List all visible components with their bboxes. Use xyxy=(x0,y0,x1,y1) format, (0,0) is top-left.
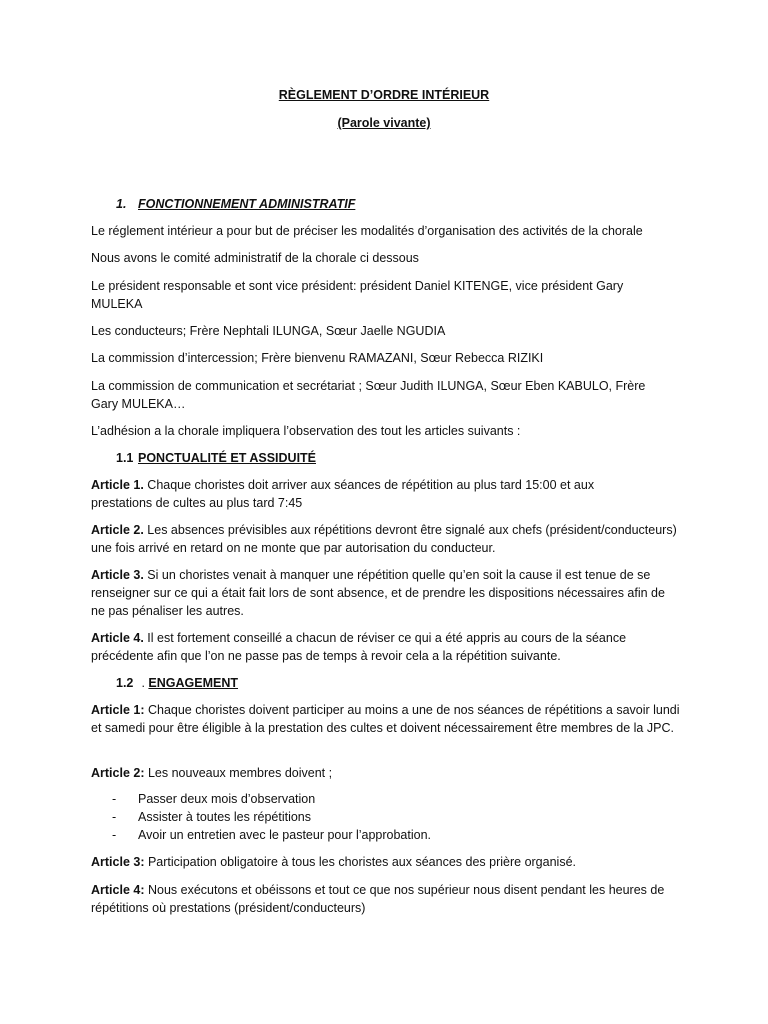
list-item-text: Avoir un entretien avec le pasteur pour l’approbation. xyxy=(138,828,432,842)
article-text: Les absences prévisibles aux répétitions devront être signalé aux chefs (président/conducteurs) une fois arrivé en retard on ne monte que par autorisation du conducteur. xyxy=(91,523,677,555)
article-label: Article 4: xyxy=(91,883,145,897)
article-label: Article 1: xyxy=(91,703,145,717)
article-text: Chaque choristes doivent participer au moins a une de nos séances de répétitions a savoir lundi et samedi pour être éligible à la prestation des cultes et doivent nécessairement être membres de la JPC. xyxy=(91,703,680,735)
section-title: FONCTIONNEMENT ADMINISTRATIF xyxy=(138,197,356,211)
section-separator: . xyxy=(138,676,149,690)
paragraph: L’adhésion a la chorale impliquera l’observation des tout les articles suivants : xyxy=(91,424,521,438)
section-number: 1.2 xyxy=(116,676,134,690)
article-paragraph xyxy=(91,853,679,871)
list-item-text: Passer deux mois d’observation xyxy=(138,792,316,806)
article-label: Article 1. xyxy=(91,478,144,492)
article-label: Article 3. xyxy=(91,568,144,582)
article-paragraph xyxy=(91,881,677,917)
section-title: ENGAGEMENT xyxy=(148,676,239,690)
article-text: Nous exécutons et obéissons et tout ce que nos supérieur nous disent pendant les heures de répétitions où prestations (président/conducteurs) xyxy=(91,883,665,915)
section-number: 1. xyxy=(116,197,127,211)
article-text: Chaque choristes doit arriver aux séances de répétition au plus tard 15:00 et aux prestations de cultes au plus tard 7:45 xyxy=(91,478,595,510)
paragraph: Nous avons le comité administratif de la chorale ci dessous xyxy=(91,251,419,265)
list-item xyxy=(112,826,672,844)
paragraph: Le réglement intérieur a pour but de préciser les modalités d’organisation des activités de la chorale xyxy=(91,224,643,238)
section-number: 1.1 xyxy=(116,451,134,465)
article-paragraph xyxy=(91,764,679,782)
section-1-2-heading xyxy=(116,674,238,692)
bullet-marker: - xyxy=(112,810,117,824)
list-item xyxy=(112,790,672,808)
article-paragraph xyxy=(91,701,681,737)
list-item xyxy=(112,808,672,826)
article-label: Article 2: xyxy=(91,766,145,780)
article-text: Si un choristes venait à manquer une répétition quelle qu’en soit la cause il est tenue de se renseigner sur ce qui a était fait lors de sont absence, et de prendre les dispositions nécessaires afin de ne pas pénaliser les autres. xyxy=(91,568,665,618)
article-paragraph xyxy=(91,566,679,620)
bullet-marker: - xyxy=(112,828,117,842)
article-label: Article 4. xyxy=(91,631,144,645)
document-subtitle: (Parole vivante) xyxy=(337,116,431,130)
section-1-heading xyxy=(116,195,355,213)
document-title: RÈGLEMENT D’ORDRE INTÉRIEUR xyxy=(278,88,490,102)
article-paragraph xyxy=(91,521,681,557)
paragraph: Le président responsable et sont vice président: président Daniel KITENGE, vice président Gary MULEKA xyxy=(91,279,624,311)
paragraph: La commission de communication et secrétariat ; Sœur Judith ILUNGA, Sœur Eben KABULO, Frère Gary MULEKA… xyxy=(91,379,646,411)
article-label: Article 3: xyxy=(91,855,145,869)
paragraph: Les conducteurs; Frère Nephtali ILUNGA, Sœur Jaelle NGUDIA xyxy=(91,324,446,338)
article-text: Les nouveaux membres doivent ; xyxy=(144,766,333,780)
bullet-list xyxy=(112,790,672,844)
article-paragraph xyxy=(91,629,666,665)
article-paragraph xyxy=(91,476,651,512)
article-label: Article 2. xyxy=(91,523,144,537)
list-item-text: Assister à toutes les répétitions xyxy=(138,810,311,824)
article-text: Il est fortement conseillé a chacun de réviser ce qui a été appris au cours de la séance précédente afin que l’on ne passe pas de temps à revoir cela a la répétition suivante. xyxy=(91,631,627,663)
section-1-1-heading xyxy=(116,449,316,467)
bullet-marker: - xyxy=(112,792,117,806)
article-text: Participation obligatoire à tous les choristes aux séances des prière organisé. xyxy=(144,855,576,869)
section-title: PONCTUALITÉ ET ASSIDUITÉ xyxy=(138,451,317,465)
paragraph: La commission d’intercession; Frère bienvenu RAMAZANI, Sœur Rebecca RIZIKI xyxy=(91,351,544,365)
